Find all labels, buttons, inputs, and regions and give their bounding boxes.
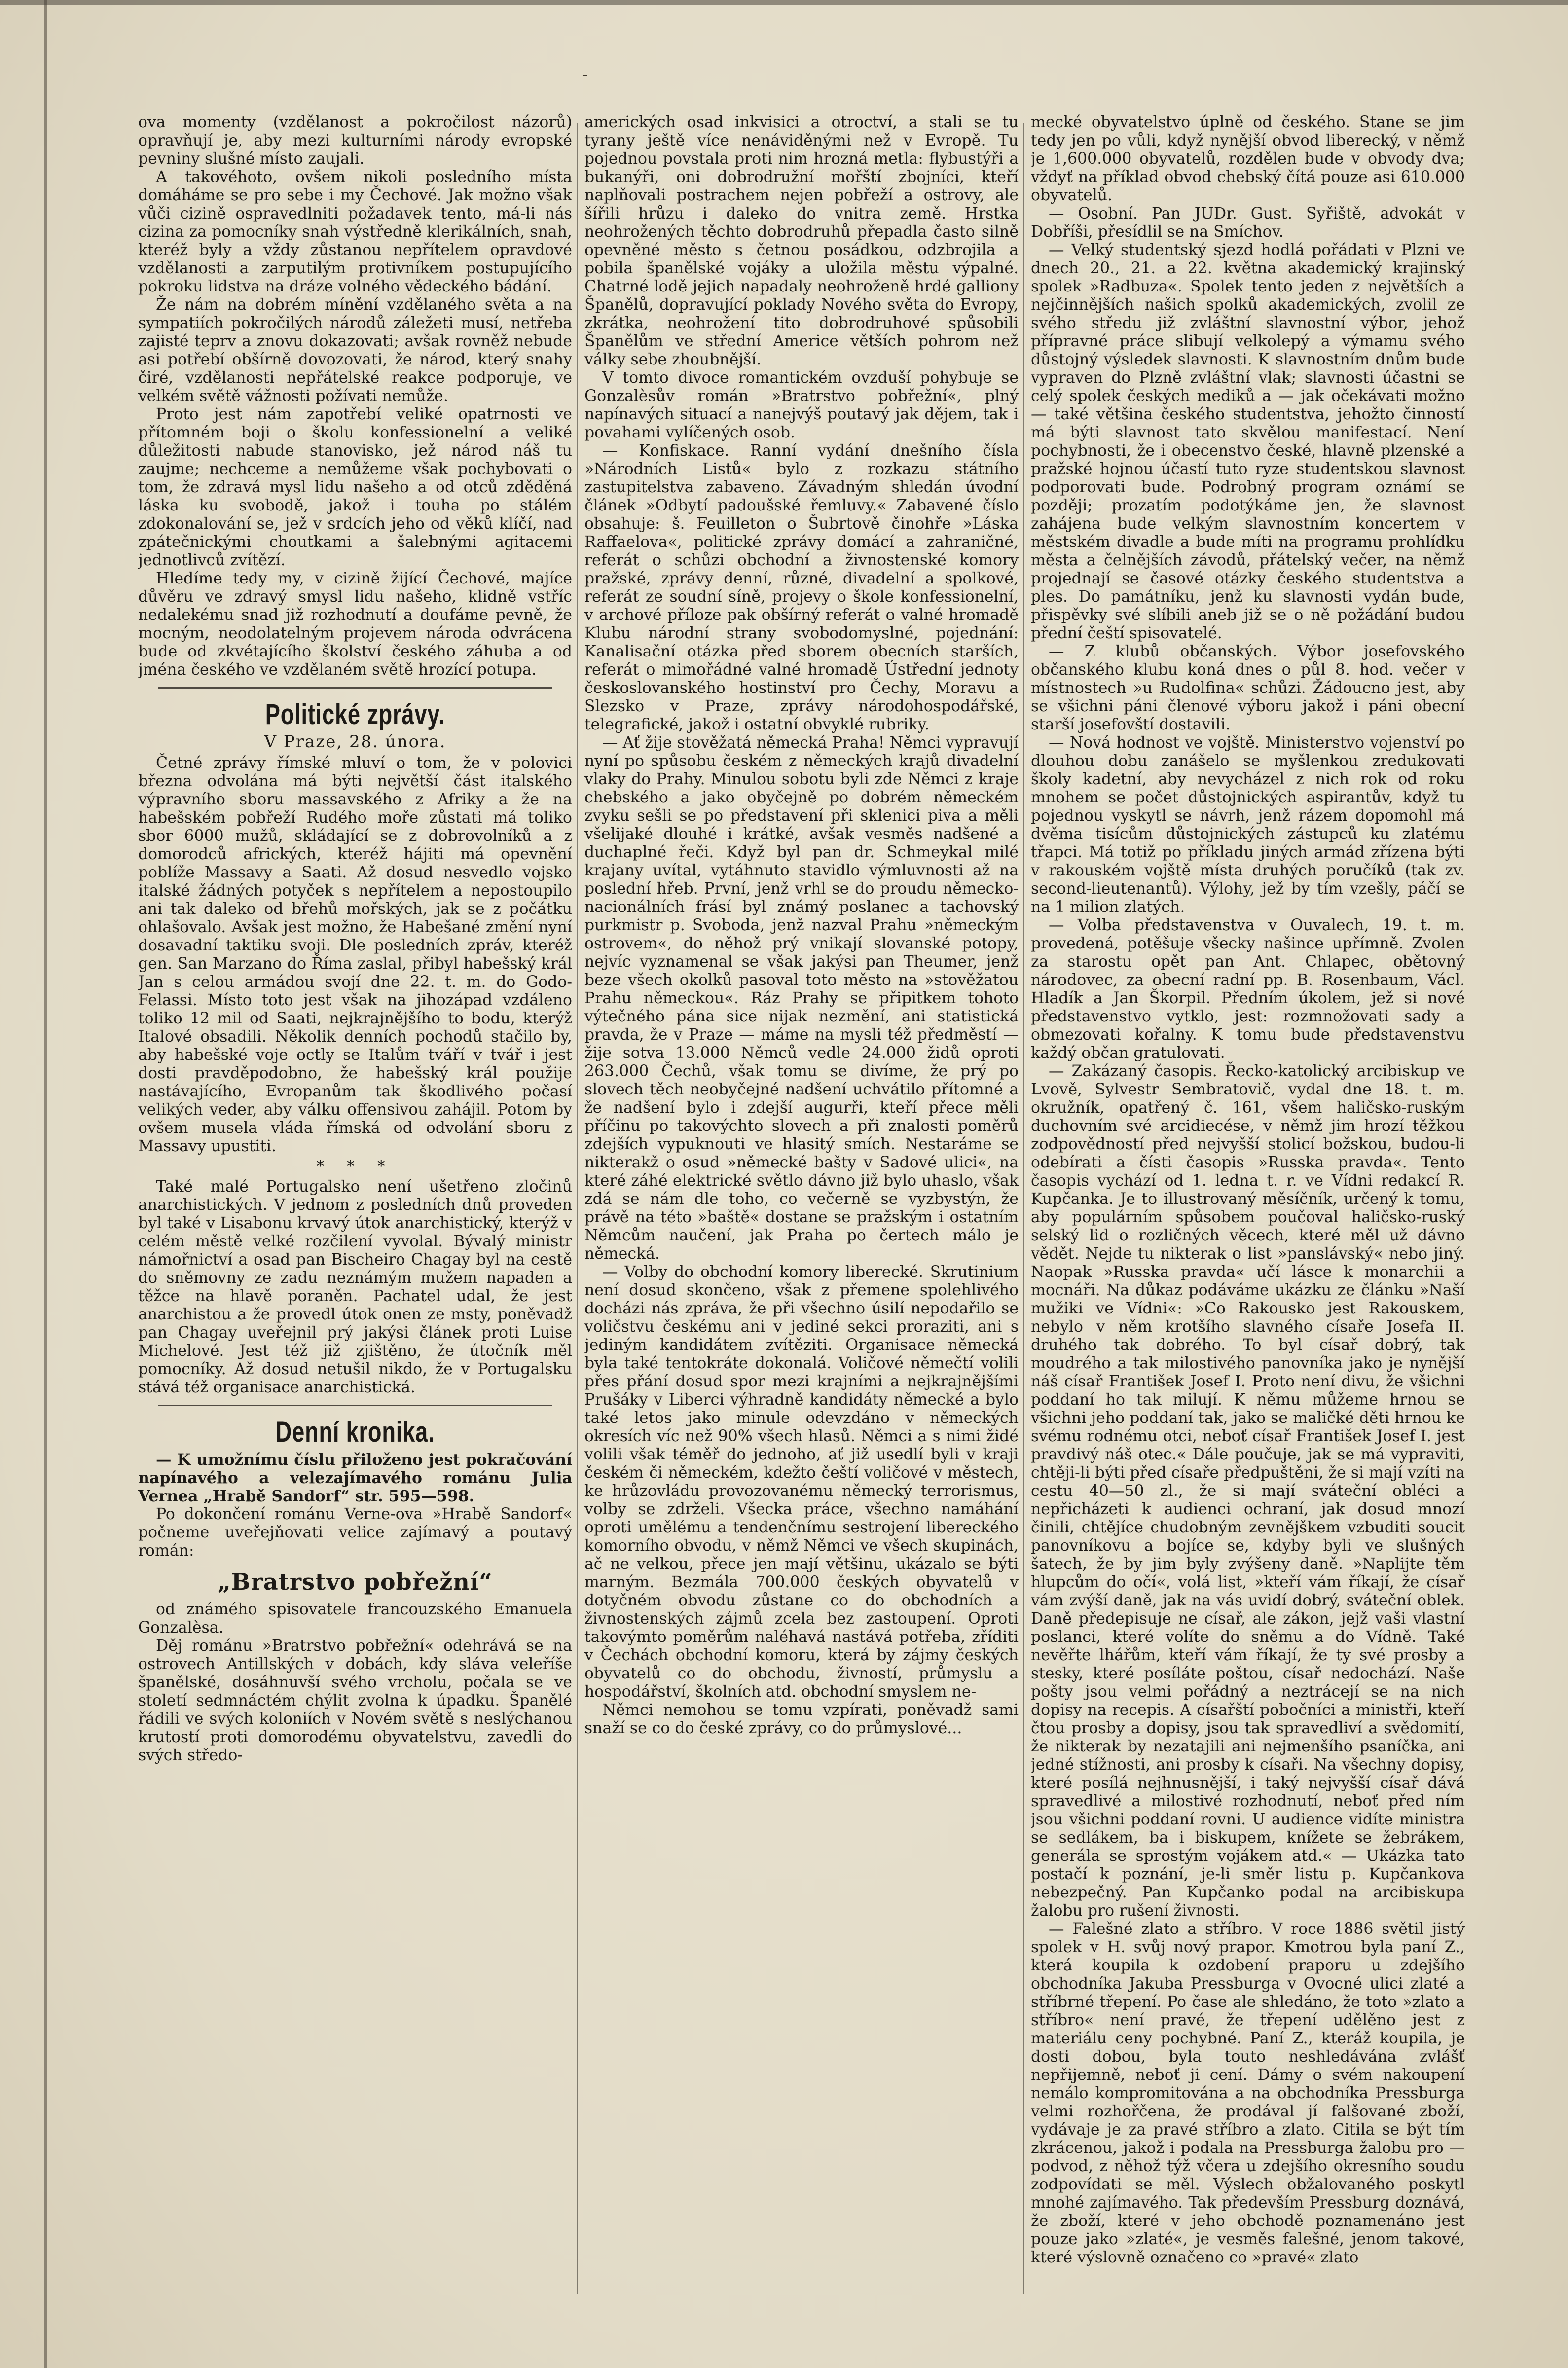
paragraph: ova momenty (vzdělanost a pokročilost názorů) opravňují je, aby mezi kulturními národy evropské pevniny slušné místo zaujali. — [138, 113, 572, 168]
paragraph: Děj románu »Bratrstvo pobřežní« odehrává se na ostrovech Antillských v dobách, kdy sláva veleříše španělské, dosáhnuvší svého vrcholu, počala se ve století sedmnáctém chýlit zvolna k úpadku. Španělé řádili ve svých koloniích v Novém světě s neslýchanou krutostí proti domorodému obyvatelstvu, zavedli do svých středo- — [138, 1637, 572, 1764]
news-item-student-congress: — Velký studentský sjezd hodlá pořádati v Plzni ve dnech 20., 21. a 22. května akademický krajinský spolek »Radbuza«. Spolek tento jeden z největších a nejčinnějších našich spolků akademických, zvolil ze svého středu již zvláštní slavnostní výbor, jehož přípravné práce slibují velkolepý a výmamu svého důstojný výsledek slavnosti. K slavnostním dnům bude vypraven do Plzně zvláštní vlak; slavnosti účastni se celý spolek českých mediků a — jak očekávati možno — také většina českého studentstva, jehožto činností má býti slavnost tato skvělou manifestací. Není pochybnosti, že i obecenstvo české, hlavně plzenské a pražské hojnou účastí tuto ryze studentskou slavnost podporovati bude. Podrobný program oznámí se později; prozatím podotýkáme jen, že slavnost zahájena bude velkým slavnostním koncertem v městském divadle a bude míti na programu prohlídku města a čelnějších závodů, přátelský večer, na němž projednají se časové otázky českého studentstva a ples. Do památníku, jenž ku slavnosti vydán bude, přispěvky své slíbili aneb již se o ně požádání budou přední čeští spisovatelé. — [1031, 241, 1465, 642]
section-divider — [158, 1405, 552, 1406]
news-item-banned-journal: — Zakázaný časopis. Řecko-katolický arcibiskup ve Lvově, Sylvestr Sembratovič, vydal dne 18. t. m. okružník, opatřený č. 161, všem haličsko-ruským duchovním své arcidiecése, v němž jim hrozí těžkou zodpovědností před nejvyšší stolicí božskou, budou-li odebírati a čísti časopis »Russka pravda«. Tento časopis vychází od 1. ledna t. r. ve Vídni redakcí R. Kupčanka. Je to illustrovaný měsíčník, určený k tomu, aby populárním spůsobem poučoval haličsko-ruský selský lid o rozličných věcech, které měl už dávno vědět. Nejde tu nikterak o list »panslávský« nebo jiný. Naopak »Russka pravda« učí lásce k monarchii a mocnáři. Na důkaz podáváme ukázku ze článku »Naší mužiki ve Vídni«: »Co Rakousko jest Rakouskem, nebylo v něm krotšího slavného císaře Josefa II. druhého tak dobrého. To byl císař dobrý, tak moudrého a tak milostivého panovníka jako je nynější náš císař František Josef I. Proto není divu, že všichni poddaní ho tak milují. K němu můžeme hrnou se všichni jeho poddaní tak, jako se maličké děti hrnou ke svému rodnému otci, neboť císař František Josef I. jest pravdivý náš otec.« Dále poučuje, jak se má vypraviti, chtěji-li býti před císaře předpuštěni, že si mají vzíti na cestu 40—50 zl., že si mají sváteční obléci a nepřicházeti k audienci ochraní, jak dosud mnozí činili, chtějíce chudobným zevnějškem vzbuditi soucit panovníkovu a bojíce se, kdyby byli ve slušných šatech, že by jim byly zvýšeny daně. »Naplijte těm hlupcům do očí«, volá list, »kteří vám říkají, že císař vám zvýší daně, jak na vás uvidí dobrý, sváteční oblek. Daně předepisuje ne císař, ale zákon, jejž vaši vlastní poslanci, které volíte do sněmu a do Vídně. Také nevěřte lhářům, kteří vám říkají, že ty své prosby a stesky, které posíláte poštou, císař nedochází. Naše pošty jsou velmi pořádný a neztrácejí se na nich dopisy na recepis. A císařští pobočníci a ministři, kteří čtou prosby a dopisy, jsou tak spravedliví a svědomití, že nikterak by nezatajili ani nejmenšího psaníčka, ani jedné stížnosti, ani prosby k císaři. Na všechny dopisy, které posílá nejhnusnější, i taký nejvyšší císař dává spravedlivé a milostivé rozhodnutí, neboť před ním jsou všichni poddaní rovni. U audience vidíte ministra se sedlákem, ba i biskupem, knížete se žebrákem, generála se sprostým vojákem atd.« — Ukázka tato postačí k poznání, je-li směr listu p. Kupčankova nebezpečný. Pan Kupčanko podal na arcibiskupa žalobu pro rušení živnosti. — [1031, 1062, 1465, 1920]
page-left-edge — [44, 0, 47, 2368]
paragraph: od známého spisovatele francouzského Emanuela Gonzalèsa. — [138, 1601, 572, 1637]
news-item-confiscation: — Konfiskace. Ranní vydání dnešního čísla »Národních Listů« bylo z rozkazu státního zastupitelstva zabaveno. Závadným shledán úvodní článek »Odbytí padoušské řemluvy.« Zabavené číslo obsahuje: š. Feuilleton o Šubrtově činohře »Láska Raffaelova«, politické zprávy domácí a zahraničné, referát o schůzi obchodní a živnostenské komory pražské, zprávy denní, různé, divadelní a spolkové, referát ze soudní síně, projevy o škole konfessionelní, v archové příloze pak obšírný referát o valné hromadě Klubu národní strany svobodomyslné, pojednání: Kanalisační otázka před sborem obecních starších, referát o mimořádné valné hromadě Ústřední jednoty českoslovanského hostinství pro Čechy, Moravu a Slezsko v Praze, zprávy národohospodářské, telegrafické, jakož i ostatní obvyklé rubriky. — [584, 442, 1019, 733]
dateline: V Praze, 28. února. — [264, 732, 446, 752]
column-3 — [1031, 113, 1465, 2304]
paragraph: A takovéhoto, ovšem nikoli posledního místa domáháme se pro sebe i my Čechové. Jak možno však vůči cizině ospravedlniti požadavek tento, má-li nás cizina za pomocníky snah výstředně klerikálních, snah, kteréž byly a vždy zůstanou nepřítelem opravdové vzdělanosti a zarputilým protivníkem postupujícího pokroku lidstva na dráze volného vědeckého bádání. — [138, 168, 572, 295]
paragraph: Také malé Portugalsko není ušetřeno zločinů anarchistických. V jednom z posledních dnů proveden byl také v Lisabonu krvavý útok anarchistický, kterýž v celém městě velké rozčilení vyvolal. Bývalý ministr námořnictví a osad pan Bischeiro Chagay byl na cestě do sněmovny ze zadu neznámým mužem napaden a těžce na hlavě poraněn. Pachatel udal, že jest anarchistou a že provedl útok onen ze msty, poněvadž pan Chagay uveřejnil prý jakýsi článek proti Luise Michelové. Jest též již zjištěno, že útočník měl pomocníky. Až dosud netušil nikdo, že v Portugalsku stává též organisace anarchistická. — [138, 1178, 572, 1396]
news-item-ouvaly-election: — Volba představenstva v Ouvalech, 19. t. m. provedená, potěšuje všecky našince upřímně. Zvolen za starostu opět pan Ant. Chlapec, obětovný národovec, za obecní radní pp. B. Rosenbaum, Václ. Hladík a Jan Škorpil. Předním úkolem, jež si nové představenstvo vytklo, jest: rozmnožovati sady a obmezovati kořalny. K tomu bude představenstvu každý občan gratulovati. — [1031, 916, 1465, 1062]
section-title-chronicle: Denní kronika. — [275, 1416, 435, 1448]
novel-title: „Bratrstvo pobřežní“ — [218, 1568, 493, 1595]
news-item-military-rank: — Nová hodnost ve vojště. Ministerstvo vojenství po dlouhou dobu zanášelo se myšlenkou zredukovati školy kadetní, aby nevycházel z nich rok od roku mnohem se počet důstojnických aspirantův, když tu pojednou vyskytl se návrh, jenž rázem dopomohl má dvěma tisícům důstojnických zástupců ku zlatému třapci. Má totiž po příkladu jiných armád zřízena býti v rakouském vojště místa druhých poručíků (tak zv. second-lieutenantů). Výlohy, jež by tím vzešly, páčí se na 1 milion zlatých. — [1031, 734, 1465, 916]
paragraph-notice: — K umožnímu číslu přiloženo jest pokračování napínavého a velezajímavého románu Julia Vernea „Hrabě Sandorf“ str. 595—598. — [138, 1451, 572, 1505]
page-top-edge — [0, 0, 1568, 5]
column-2 — [584, 113, 1019, 2304]
paragraph: Po dokončení románu Verne-ova »Hrabě Sandorf« počneme uveřejňovati velice zajímavý a poutavý román: — [138, 1505, 572, 1560]
column-rule — [1023, 123, 1024, 2294]
column-rule — [577, 123, 578, 2294]
news-item-false-gold: — Falešné zlato a stříbro. V roce 1886 světil jistý spolek v H. svůj nový prapor. Kmotrou byla paní Z., která koupila k ozdobení praporu u zdejšího obchodníka Jakuba Pressburga v Ovocné ulici zlaté a stříbrné třepení. Po čase ale shledáno, že toto »zlato a stříbro« není pravé, že třepení udělěno jest z materiálu ceny pochybné. Paní Z., kteráž koupila, je dosti dobou, byla touto neshledávána zvlášť nepřijemně, neboť ji cení. Dámy o svém nakoupení nemálo kompromitována a na obchodníka Pressburga velmi rozhořčena, že prodával jí falšované zboží, vydávaje je za pravé stříbro a zlato. Citila se být tím zkrácenou, jakož i podala na Pressburga žalobu pro — podvod, z něhož týž včera u zdejšího okresního soudu zodpovídati se měl. Výslech obžalovaného poskytl mnohé zajímavého. Tak především Pressburg doznává, že zboží, které v jeho obchodě poznamenáno jest pouze jako »zlaté«, je vesměs falešné, jenom takové, které výslovně označeno co »pravé« zlato — [1031, 1920, 1465, 2266]
news-item-civic-clubs: — Z klubů občanských. Výbor josefovského občanského klubu koná dnes o půl 8. hod. večer v místnostech »u Rudolfina« schůzi. Žádoucno jest, aby se všichni páni členové výboru jakož i páni obecní starší josefovští dostavili. — [1031, 643, 1465, 733]
paragraph: Že nám na dobrém mínění vzdělaného světa a na sympatiích pokročilých národů záležeti musí, netřeba zajisté teprv a znovu dokazovati; avšak rovněž nebude asi potřebí obšírně dovozovati, že národ, který snahy čiré, vzdělanosti nepřátelské reakce podporuje, ve velkém světě vážnosti požívati nemůže. — [138, 296, 572, 405]
news-item-personal: — Osobní. Pan JUDr. Gust. Syřiště, advokát v Dobříši, přesídlil se na Smíchov. — [1031, 205, 1465, 241]
paragraph: amerických osad inkvisici a otroctví, a stali se tu tyrany ještě více nenáviděnými než v Evropě. Tu pojednou povstala proti nim hrozná metla: flybustýři a bukanýři, oni dobrodružní mořští zbojníci, kteří naplňovali postrachem nejen pobřeží a ostrovy, ale šířili hrůzu i daleko do vnitra země. Hrstka neohrožených těchto dobrodruhů přepadla často silně opevněné město s četnou posádkou, odzbrojila a pobila španělské vojáky a uložila městu výpalné. Chatrné lodě jejich napadaly neohroženě hrdé galliony Španělů, dopravující poklady Nového světa do Evropy, zkrátka, neohrožení tito dobrodruhové spůsobili Španělům ve střední Americe větších pohrom než války sebe zhoubnější. — [584, 113, 1019, 368]
asterism: * * * — [316, 1158, 394, 1175]
section-title-politics: Politické zprávy. — [265, 698, 445, 730]
paragraph: Hledíme tedy my, v cizině žijící Čechové, majíce důvěru ve zdravý smysl lidu našeho, klidně vstříc nedalekému snad již rozhodnutí a doufáme pevně, že mocným, neodolatelným projevem národa odvrácena bude od zkvétajícího školství českého záhuba a od jména českého ve vzdělaném světě hrozící potupa. — [138, 570, 572, 679]
news-item-prague: — Ať žije stověžatá německá Praha! Němci vypravují nyní po spůsobu českém z německých krajů divadelní vlaky do Prahy. Minulou sobotu byli zde Němci z kraje chebského a jako obyčejně po dobrém německém zvyku sešli se po představení při sklenici piva a měli všelijaké dlouhé i krátké, avšak vesměs nadšené a duchaplné řeči. Když byl pan dr. Schmeykal milé krajany uvítal, vytáhnuto stavidlo výmluvnosti až na poslední hřeb. První, jenž vrhl se do proudu německo-nacionálních frásí byl známý poslanec a tachovský purkmistr p. Svoboda, jenž nazval Prahu »německým ostrovem«, do něhož prý vnikají slovanské potopy, nejvíc vyznamenal se však jakýsi pan Theumer, jenž beze všech okolků pasoval toto město na »stověžatou Prahu německou«. Ráz Prahy se připitkem tohoto výtečného pána sice nijak nezmění, ani statistická pravda, že v Praze — máme na mysli též předměstí — žije sotva 13.000 Němců vedle 24.000 židů oproti 263.000 Čechů, však tomu se divíme, že prý po slovech těch neobyčejné nadšení uchvátilo přítomné a že nadšení bylo i zdejší augurři, kteří přece měli příčinu po takovýchto slovech a při znalosti poměrů zdejších vypuknouti ve hlasitý smích. Nestaráme se nikterakž o osud »německé bašty v Sadové ulici«, na které záhé elektrické světlo dávno již bylo uhaslo, však zdá se nám dle toho, co večerně se vyzbystýn, že právě na této »baště« dostane se pražským i ostatním Němcům naučení, jak Praha po čertech málo je německá. — [584, 734, 1019, 1263]
news-item-elections: — Volby do obchodní komory liberecké. Skrutinium není dosud skončeno, však z přemene spolehlivého docházi nás zpráva, že při všechno úsilí nepodařilo se voličstvu českému ani v jediné sekci proraziti, ani s jediným kandidátem zvítěziti. Organisace německá byla také tentokráte dokonalá. Voličové němečtí volili přes přání dosud spor mezi krajními a nejkrajnějšími Prušáky v Liberci výhradně kandidáty německé a bylo také letos jako minule odevzdáno v německých okresích víc než 90% všech hlasů. Němci a s nimi židé volili však téměř do jednoho, ať již usedlí byli v kraji českém či německém, kdežto čeští voličové v městech, ke hrůzovládu provozovanému německý terrorismus, volby se zdrželi. Všecka práce, všechno namáhání oproti umělému a tendenčnímu sestrojení libereckého komorního obvodu, v němž Němci ve všech skupinách, ač ne velkou, přece jen mají většinu, ukázalo se býti marným. Bezmála 700.000 českých obyvatelů v dotyčném obvodu zůstane co do obchodních a živnostenských zájmů zcela bez zastoupení. Oproti takovýmto poměrům naléhavá nastává potřeba, zříditi v Čechách obchodní komoru, která by zájmy českých obyvatelů co do obchodu, živností, průmyslu a hospodářství, školních atd. obchodní smyslem ne- — [584, 1263, 1019, 1701]
page-mark: – — [582, 69, 590, 81]
section-divider — [158, 687, 552, 689]
paragraph: mecké obyvatelstvo úplně od českého. Stane se jim tedy jen po vůli, když nynější obvod liberecký, v němž je 1,600.000 obyvatelů, rozdělen bude v obvody dva; vždyť na příklad obvod chebský čítá pouze asi 610.000 obyvatelů. — [1031, 113, 1465, 204]
paragraph: Četné zprávy římské mluví o tom, že v polovici března odvolána má býti největší část italského výpravního sboru massavského z Afriky a že na habešském pobřeží Rudého moře zůstati má toliko sbor 6000 mužů, skládající se z dobrovolníků a z domorodců afrických, kteréž hájiti má opevnění poblíže Massavy a Saati. Až dosud nesvedlo vojsko italské žádných potyček s nepřítelem a nepostoupilo ani tak daleko od břehů mořských, jak se z počátku ohlašovalo. Avšak jest možno, že Habešané změní nyní dosavadní taktiku svoji. Dle posledních zpráv, kteréž gen. San Marzano do Říma zaslal, přibyl habešský král Jan s celou armádou svojí dne 22. t. m. do Godo-Felassi. Místo toto jest však na jihozápad vzdáleno toliko 12 mil od Saati, nejkrajnějšího to bodu, kterýž Italové obsadili. Několik denních pochodů stačilo by, aby habešské voje octly se Italům tváří v tvář i jest dosti pravděpodobno, že habešský král použije nastávajícího, Evropanům tak škodlivého počasí velikých veder, aby válku offensivou zahájil. Potom by ovšem musela vláda římská od odvolání sboru z Massavy upustiti. — [138, 754, 572, 1155]
paragraph: Proto jest nám zapotřebí veliké opatrnosti ve přítomném boji o školu konfessionelní a veliké důležitosti nabude stanovisko, jež národ náš tu zaujme; nechceme a nemůžeme však pochybovati o tom, že zdravá mysl lidu našeho a od otců zděděná láska ku svobodě, jakož i touha po stálém zdokonalování se, jež v srdcích jeho od věků klíčí, nad zpátečnickými choutkami a šalebnými agitacemi jednotlivců zvítězí. — [138, 405, 572, 569]
column-1 — [138, 113, 572, 2304]
paragraph: V tomto divoce romantickém ovzduší pohybuje se Gonzalèsův román »Bratrstvo pobřežní«, plný napínavých situací a nanejvýš poutavý jak dějem, tak i povahami vylíčených osob. — [584, 369, 1019, 441]
paragraph: Němci nemohou se tomu vzpírati, poněvadž sami snaží se co do české zprávy, co do průmyslové... — [584, 1701, 1019, 1737]
